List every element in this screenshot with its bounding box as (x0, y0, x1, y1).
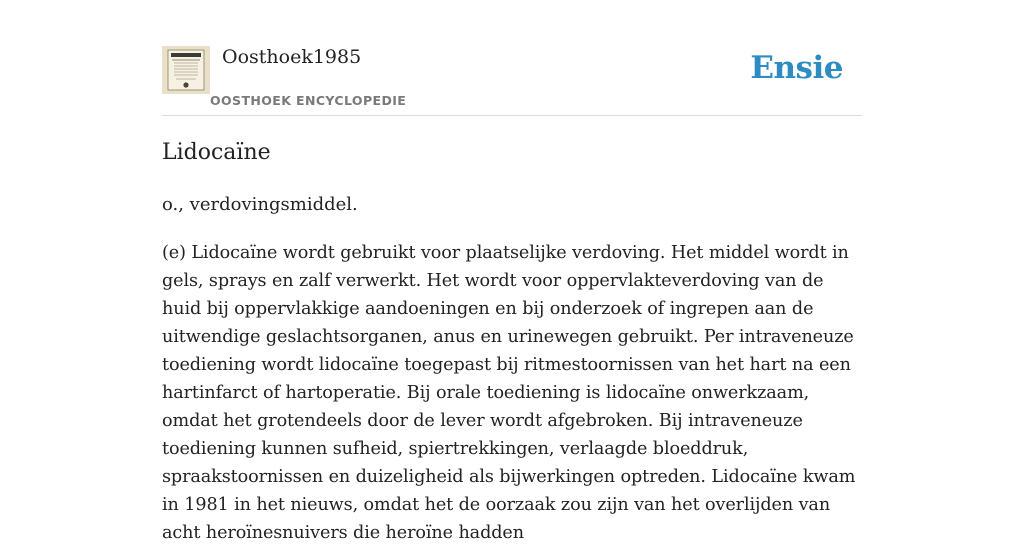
author-name[interactable]: Oosthoek1985 (222, 46, 362, 68)
header (162, 44, 862, 116)
article-definition: o., verdovingsmiddel. (162, 194, 358, 215)
source-label[interactable]: OOSTHOEK ENCYCLOPEDIE (210, 93, 407, 108)
encyclopedia-cover-icon (162, 46, 210, 94)
avatar[interactable] (162, 46, 210, 94)
article-title: Lidocaïne (162, 140, 271, 165)
article-body: (e) Lidocaïne wordt gebruikt voor plaatselijke verdoving. Het middel wordt in gels, sprays en zalf verwerkt. Het wordt voor oppervlakteverdoving van de huid bij oppervlakkige aandoeningen en bij onderzoek of ingrepen aan de uitwendige geslachtsorganen, anus en urinewegen gebruikt. Per intraveneuze toediening wordt lidocaïne toegepast bij ritmestoornissen van het hart na een hartinfarct of hartoperatie. Bij orale toediening is lidocaïne onwerkzaam, omdat het grotendeels door de lever wordt afgebroken. Bij intraveneuze toediening kunnen sufheid, spiertrekkingen, verlaagde bloeddruk, spraakstoornissen en duizeligheid als bijwerkingen optreden. Lidocaïne kwam in 1981 in het nieuws, omdat het de oorzaak zou zijn van het overlijden van acht heroïnesnuivers die heroïne hadden (162, 243, 856, 543)
brand-logo[interactable]: Ensie (750, 50, 843, 86)
